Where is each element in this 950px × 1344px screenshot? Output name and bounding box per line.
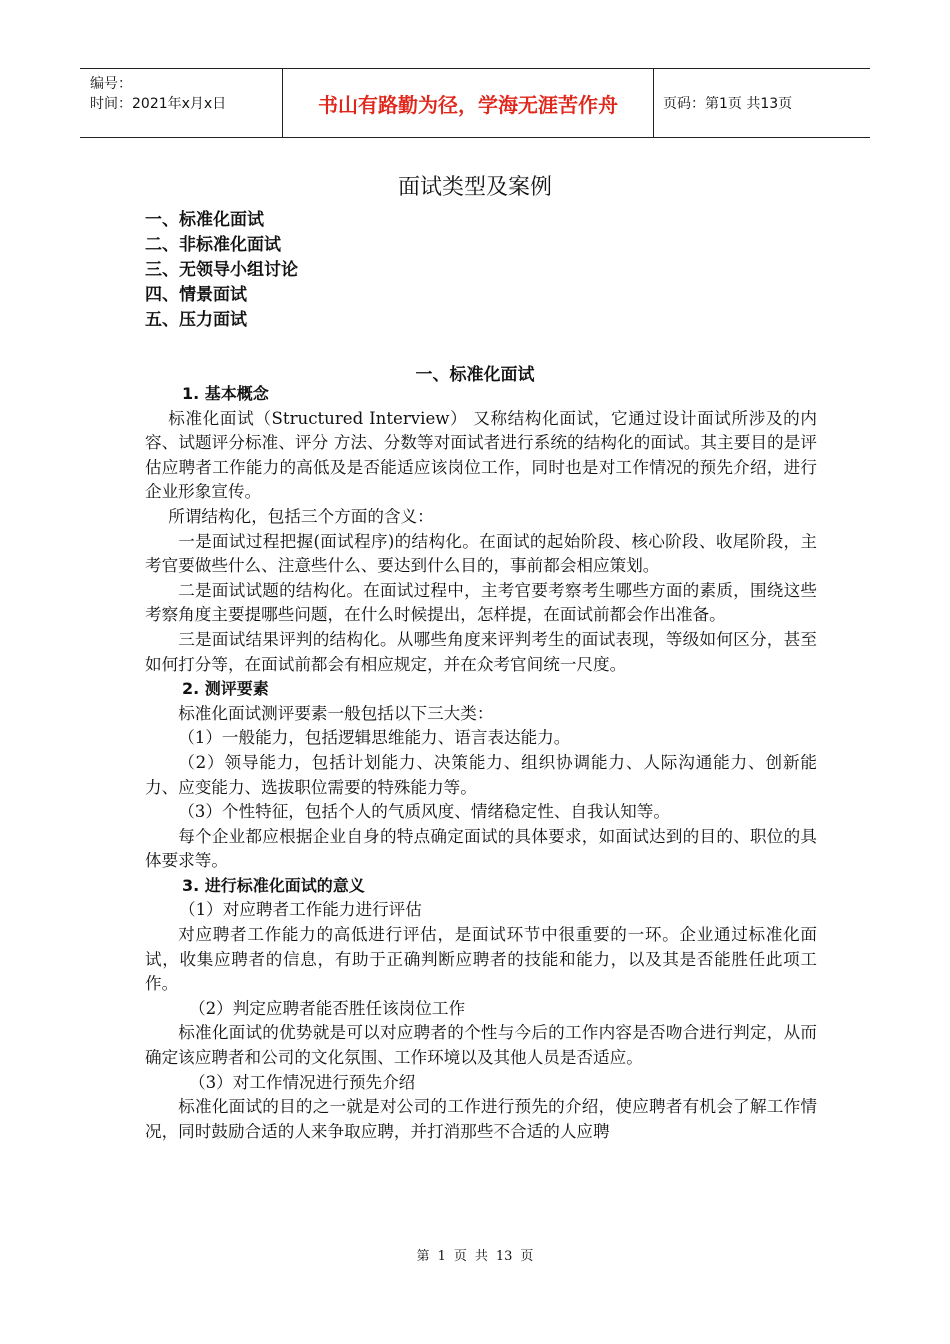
paragraph: 一是面试过程把握(面试程序)的结构化。在面试的起始阶段、核心阶段、收尾阶段，主考官要做些什么、注意些什么、要达到什么目的，事前都会相应策划。 bbox=[145, 531, 817, 576]
paragraph: 标准化面试测评要素一般包括以下三大类： bbox=[178, 703, 494, 723]
section-title: 一、标准化面试 bbox=[415, 365, 535, 385]
paragraph: 标准化面试的目的之一就是对公司的工作进行预先的介绍，使应聘者有机会了解工作情况，同时鼓励合适的人来争取应聘，并打消那些不合适的人应聘 bbox=[145, 1097, 817, 1141]
number-label: 编号： bbox=[90, 76, 132, 92]
header-page-info: 页码：第1页 共13页 bbox=[663, 96, 793, 112]
list-item: （2）领导能力，包括计划能力、决策能力、组织协调能力、人际沟通能力、创新能力、应变能力、选拔职位需要的特殊能力等。 bbox=[145, 752, 817, 797]
document-header bbox=[80, 68, 870, 138]
paragraph: 所谓结构化，包括三个方面的含义： bbox=[168, 506, 434, 526]
footer-di: 第 bbox=[416, 1249, 430, 1264]
footer-gong: 共 bbox=[474, 1249, 488, 1264]
toc-item: 一、标准化面试 bbox=[145, 210, 264, 230]
header-divider bbox=[653, 69, 654, 137]
toc-item: 三、无领导小组讨论 bbox=[145, 260, 298, 280]
document-title: 面试类型及案例 bbox=[397, 175, 552, 200]
list-item: （1）对应聘者工作能力进行评估 bbox=[179, 900, 422, 920]
paragraph: 二是面试试题的结构化。在面试过程中，主考官要考察考生哪些方面的素质，围绕这些考察角度主要提哪些问题，在什么时候提出，怎样提，在面试前都会作出准备。 bbox=[145, 580, 817, 625]
header-info-cell bbox=[80, 69, 282, 137]
list-item: （1）一般能力，包括逻辑思维能力、语言表达能力。 bbox=[178, 728, 571, 748]
footer-page-number: 1 bbox=[437, 1249, 446, 1264]
list-item: （3）个性特征，包括个人的气质风度、情绪稳定性、自我认知等。 bbox=[178, 802, 670, 822]
footer-total-pages: 13 bbox=[495, 1249, 513, 1264]
toc-item: 二、非标准化面试 bbox=[145, 235, 281, 255]
list-item: （2）判定应聘者能否胜任该岗位工作 bbox=[189, 998, 466, 1018]
table-of-contents bbox=[145, 208, 298, 333]
paragraph: 对应聘者工作能力的高低进行评估，是面试环节中很重要的一环。企业通过标准化面试，收集应聘者的信息，有助于正确判断应聘者的技能和能力，以及其是否能胜任此项工作。 bbox=[145, 925, 817, 994]
page-footer bbox=[0, 1245, 950, 1264]
footer-ye: 页 bbox=[520, 1249, 534, 1264]
subheading: 3. 进行标准化面试的意义 bbox=[182, 875, 365, 895]
paragraph: 标准化面试（Structured Interview） 又称结构化面试，它通过设计面试所涉及的内容、试题评分标准、评分 方法、分数等对面试者进行系统的结构化的面试。其主要目的是评估应聘者工作能力的高低及是否能适应该岗位工作，同时也是对工作情况的预先介绍，进行企业形象宣传。 bbox=[145, 408, 817, 502]
toc-item: 四、情景面试 bbox=[145, 285, 247, 305]
paragraph: 标准化面试的优势就是可以对应聘者的个性与今后的工作内容是否吻合进行判定，从而确定该应聘者和公司的文化氛围、工作环境以及其他人员是否适应。 bbox=[145, 1023, 817, 1068]
list-item: （3）对工作情况进行预先介绍 bbox=[189, 1072, 416, 1092]
time-label: 时间：2021年x月x日 bbox=[90, 96, 227, 112]
footer-ye: 页 bbox=[453, 1249, 467, 1264]
paragraph: 三是面试结果评判的结构化。从哪些角度来评判考生的面试表现，等级如何区分，甚至如何打分等，在面试前都会有相应规定，并在众考官间统一尺度。 bbox=[145, 629, 817, 674]
header-motto: 书山有路勤为径，学海无涯苦作舟 bbox=[318, 92, 618, 117]
paragraph: 每个企业都应根据企业自身的特点确定面试的具体要求，如面试达到的目的、职位的具体要求等。 bbox=[145, 826, 817, 871]
subheading: 2. 测评要素 bbox=[182, 679, 269, 699]
toc-item: 五、压力面试 bbox=[145, 310, 247, 330]
subheading: 1. 基本概念 bbox=[182, 384, 269, 403]
document-body bbox=[145, 382, 817, 1144]
